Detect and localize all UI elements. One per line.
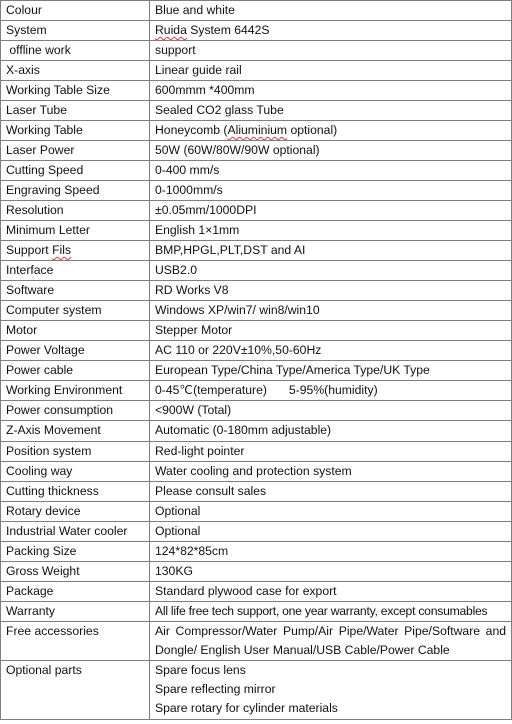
list-item: Spare rotary for cylinder materials [155, 701, 338, 715]
spec-label: Position system [1, 442, 150, 462]
table-row [1, 281, 512, 301]
table-row [1, 622, 512, 661]
spec-label: Power consumption [1, 401, 150, 421]
spec-value: support [150, 41, 512, 61]
table-row [1, 41, 512, 61]
table-row [1, 522, 512, 542]
spec-value: AC 110 or 220V±10%,50-60Hz [150, 341, 512, 361]
spec-label: Packing Size [1, 542, 150, 562]
spec-value: RD Works V8 [150, 281, 512, 301]
table-row [1, 321, 512, 341]
spec-value-text: optional) [287, 123, 338, 137]
list-item: Spare reflecting mirror [155, 682, 276, 696]
table-row [1, 562, 512, 582]
spec-value: 124*82*85cm [150, 542, 512, 562]
spec-value: Stepper Motor [150, 321, 512, 341]
table-row [1, 201, 512, 221]
spec-label-text: offline work [9, 43, 71, 57]
table-row [1, 661, 512, 720]
spec-label [1, 41, 150, 61]
spec-label: Package [1, 582, 150, 602]
table-row [1, 502, 512, 522]
spec-value-text: 0-45℃(temperature) [155, 383, 267, 397]
spec-label: X-axis [1, 61, 150, 81]
spec-label: Resolution [1, 201, 150, 221]
table-row [1, 482, 512, 502]
table-row [1, 81, 512, 101]
spec-label: Power cable [1, 361, 150, 381]
table-row [1, 181, 512, 201]
table-row [1, 381, 512, 401]
table-row [1, 1, 512, 21]
spec-label: Industrial Water cooler [1, 522, 150, 542]
table-row [1, 542, 512, 562]
spec-label: Cooling way [1, 462, 150, 482]
spec-label: Z-Axis Movement [1, 421, 150, 442]
spec-value: Please consult sales [150, 482, 512, 502]
table-row [1, 401, 512, 421]
spec-label: System [1, 21, 150, 41]
spec-value: 0-1000mm/s [150, 181, 512, 201]
spec-label: Gross Weight [1, 562, 150, 582]
spec-label-text: Support [6, 243, 53, 257]
spec-label: Warranty [1, 602, 150, 622]
table-row [1, 421, 512, 442]
spec-value: ±0.05mm/1000DPI [150, 201, 512, 221]
spec-value [150, 21, 512, 41]
spec-label: Rotary device [1, 502, 150, 522]
table-row [1, 101, 512, 121]
spec-label: Colour [1, 1, 150, 21]
spec-label: Cutting Speed [1, 161, 150, 181]
spec-value: Standard plywood case for export [150, 582, 512, 602]
spec-value-text: 5-95%(humidity) [288, 383, 378, 397]
spec-value [150, 661, 512, 720]
spec-value: European Type/China Type/America Type/UK Type [150, 361, 512, 381]
spec-value [150, 381, 512, 401]
table-row [1, 141, 512, 161]
spec-label: Motor [1, 321, 150, 341]
spec-label: Engraving Speed [1, 181, 150, 201]
spec-label: Free accessories [1, 622, 150, 661]
spec-value: Blue and white [150, 1, 512, 21]
list-item: Spare focus lens [155, 663, 246, 677]
spec-value: Red-light pointer [150, 442, 512, 462]
table-row [1, 21, 512, 41]
spec-value-text: Honeycomb ( [155, 123, 228, 137]
spec-value: Windows XP/win7/ win8/win10 [150, 301, 512, 321]
table-row [1, 221, 512, 241]
spec-value: Linear guide rail [150, 61, 512, 81]
table-row [1, 301, 512, 321]
table-row [1, 582, 512, 602]
spec-label: Working Environment [1, 381, 150, 401]
spec-value: 600mmm *400mm [150, 81, 512, 101]
spec-value: 0-400 mm/s [150, 161, 512, 181]
spec-value: All life free tech support, one year warranty, except consumables [150, 602, 512, 622]
table-row [1, 161, 512, 181]
table-row [1, 462, 512, 482]
spec-label: Working Table [1, 121, 150, 141]
spec-value: Automatic (0-180mm adjustable) [150, 421, 512, 442]
spec-value: 130KG [150, 562, 512, 582]
table-row [1, 261, 512, 281]
table-row [1, 602, 512, 622]
table-row [1, 442, 512, 462]
table-row [1, 341, 512, 361]
spec-label: Software [1, 281, 150, 301]
spec-value: USB2.0 [150, 261, 512, 281]
table-row [1, 61, 512, 81]
spec-label: Interface [1, 261, 150, 281]
spec-label: Cutting thickness [1, 482, 150, 502]
spec-label: Power Voltage [1, 341, 150, 361]
table-row [1, 241, 512, 261]
spec-label: Optional parts [1, 661, 150, 720]
spec-label: Laser Power [1, 141, 150, 161]
spec-value: Sealed CO2 glass Tube [150, 101, 512, 121]
spec-label: Computer system [1, 301, 150, 321]
spec-value: English 1×1mm [150, 221, 512, 241]
spec-label: Laser Tube [1, 101, 150, 121]
table-row [1, 361, 512, 381]
spellcheck-word: Fils [52, 243, 72, 257]
spec-value: Water cooling and protection system [150, 462, 512, 482]
spec-label: Minimum Letter [1, 221, 150, 241]
spec-value [150, 121, 512, 141]
spec-value: BMP,HPGL,PLT,DST and AI [150, 241, 512, 261]
spellcheck-word: Ruida [155, 23, 187, 37]
spec-value: 50W (60W/80W/90W optional) [150, 141, 512, 161]
spec-value: Optional [150, 502, 512, 522]
spec-value-text: System 6442S [186, 23, 270, 37]
spec-value: Optional [150, 522, 512, 542]
spec-value: <900W (Total) [150, 401, 512, 421]
table-row [1, 121, 512, 141]
spec-label [1, 241, 150, 261]
spec-label: Working Table Size [1, 81, 150, 101]
spellcheck-word: Aliuminium [227, 123, 288, 137]
spec-value: Air Compressor/Water Pump/Air Pipe/Water Pipe/Software and Dongle/ English User Manual/USB Cable/Power Cable [150, 622, 512, 661]
